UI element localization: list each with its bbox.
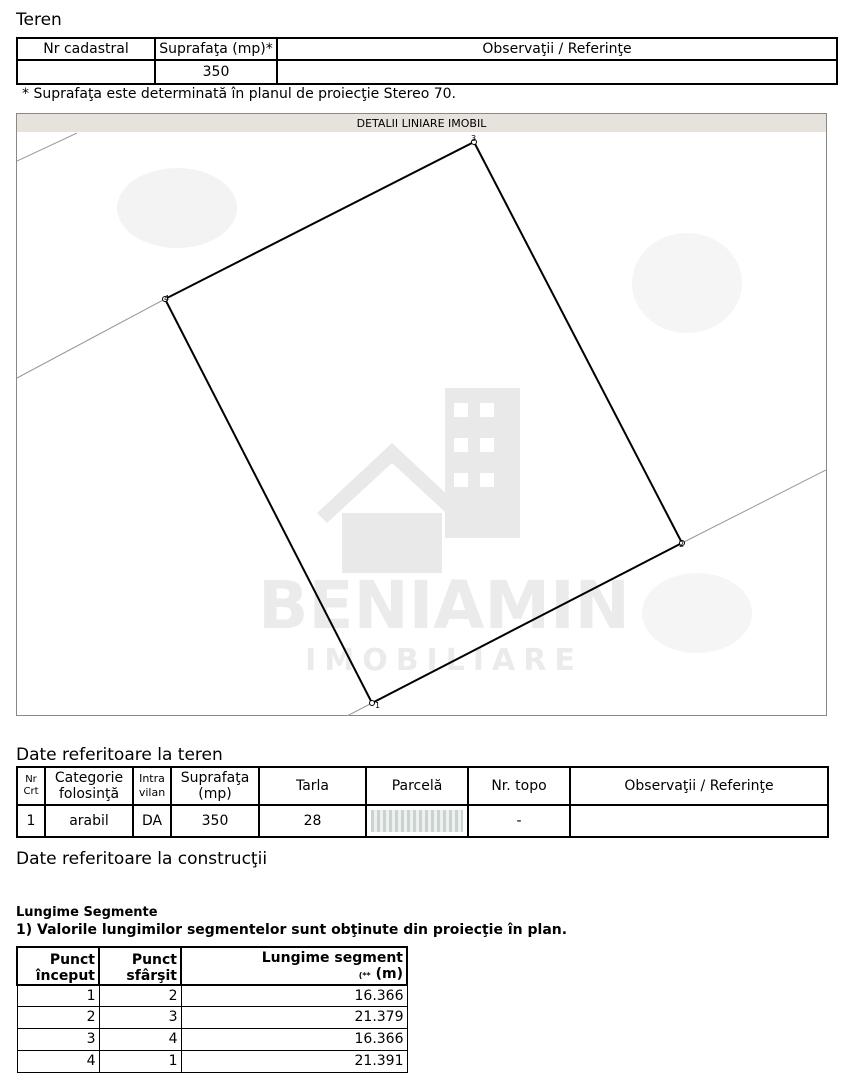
header-observatii: Observaţii / Referinţe	[277, 38, 837, 60]
watermark-text: BENIAMIN	[258, 567, 630, 644]
header-nr-topo: Nr. topo	[468, 767, 570, 805]
header-tarla: Tarla	[259, 767, 366, 805]
header-lungime-segment: Lungime segment (** (m)	[181, 947, 407, 985]
header-parcela: Parcelă	[366, 767, 468, 805]
vertex-label-4: 4	[164, 294, 170, 303]
neighbor-boundary-line	[17, 299, 165, 378]
cell-length: 21.379	[181, 1006, 407, 1028]
vertex-label-3: 3	[471, 134, 477, 143]
cell-start: 2	[17, 1006, 99, 1028]
vertex-1	[370, 701, 375, 706]
cell-observatii-teren	[570, 805, 828, 837]
plan-svg	[17, 133, 826, 716]
teren-table	[16, 37, 838, 85]
cell-end: 1	[99, 1050, 181, 1072]
cell-start: 4	[17, 1050, 99, 1072]
date-teren-table	[16, 766, 829, 838]
cell-nr-topo: -	[468, 805, 570, 837]
cell-length: 16.366	[181, 985, 407, 1006]
cell-length: 21.391	[181, 1050, 407, 1072]
cell-nr-cadastral	[17, 60, 155, 84]
neighbor-boundary-line	[682, 470, 826, 543]
neighbor-boundary-line	[17, 133, 77, 161]
cell-start: 1	[17, 985, 99, 1006]
stereo-note: * Suprafaţa este determinată în planul de proiecţie Stereo 70.	[22, 86, 457, 102]
cell-end: 4	[99, 1028, 181, 1050]
header-observatii-teren: Observaţii / Referinţe	[570, 767, 828, 805]
section-title-date-teren: Date referitoare la teren	[16, 745, 223, 765]
cell-intravilan: DA	[133, 805, 171, 837]
redacted-parcela	[371, 810, 463, 832]
plan-header: DETALII LINIARE IMOBIL	[17, 114, 826, 132]
background-blob	[117, 168, 237, 248]
header-nr-crt: Nr Crt	[17, 767, 45, 805]
section-title-teren: Teren	[16, 10, 62, 30]
header-nr-cadastral: Nr cadastral	[17, 38, 155, 60]
table-row	[17, 1050, 407, 1072]
table-row	[17, 985, 407, 1006]
header-suprafata-teren: Suprafaţa (mp)	[171, 767, 259, 805]
cell-end: 2	[99, 985, 181, 1006]
background-blob	[642, 573, 752, 653]
header-intravilan: Intra vilan	[133, 767, 171, 805]
section-title-constructii: Date referitoare la construcţii	[16, 849, 268, 869]
neighbor-boundary-line	[347, 703, 372, 716]
cell-end: 3	[99, 1006, 181, 1028]
cell-suprafata: 350	[155, 60, 277, 84]
table-row	[17, 1006, 407, 1028]
table-row	[17, 1028, 407, 1050]
cell-start: 3	[17, 1028, 99, 1050]
cell-length: 16.366	[181, 1028, 407, 1050]
segments-title: Lungime Segmente	[16, 905, 158, 920]
vertex-label-2: 2	[679, 540, 685, 549]
cell-observatii	[277, 60, 837, 84]
watermark-subtext: IMOBILIARE	[305, 643, 583, 678]
segments-table	[16, 946, 408, 1073]
background-blob	[632, 233, 742, 333]
cell-nr-crt: 1	[17, 805, 45, 837]
cell-parcela	[366, 805, 468, 837]
cell-categorie: arabil	[45, 805, 133, 837]
header-suprafata: Suprafaţa (mp)*	[155, 38, 277, 60]
plan-drawing	[16, 113, 827, 716]
header-categorie: Categorie folosinţă	[45, 767, 133, 805]
header-punct-sfarsit: Punct sfârşit	[99, 947, 181, 985]
vertex-label-1: 1	[375, 701, 381, 710]
segments-subtitle: 1) Valorile lungimilor segmentelor sunt obţinute din proiecţie în plan.	[16, 922, 568, 938]
cell-suprafata-teren: 350	[171, 805, 259, 837]
cell-tarla: 28	[259, 805, 366, 837]
header-punct-inceput: Punct început	[17, 947, 99, 985]
